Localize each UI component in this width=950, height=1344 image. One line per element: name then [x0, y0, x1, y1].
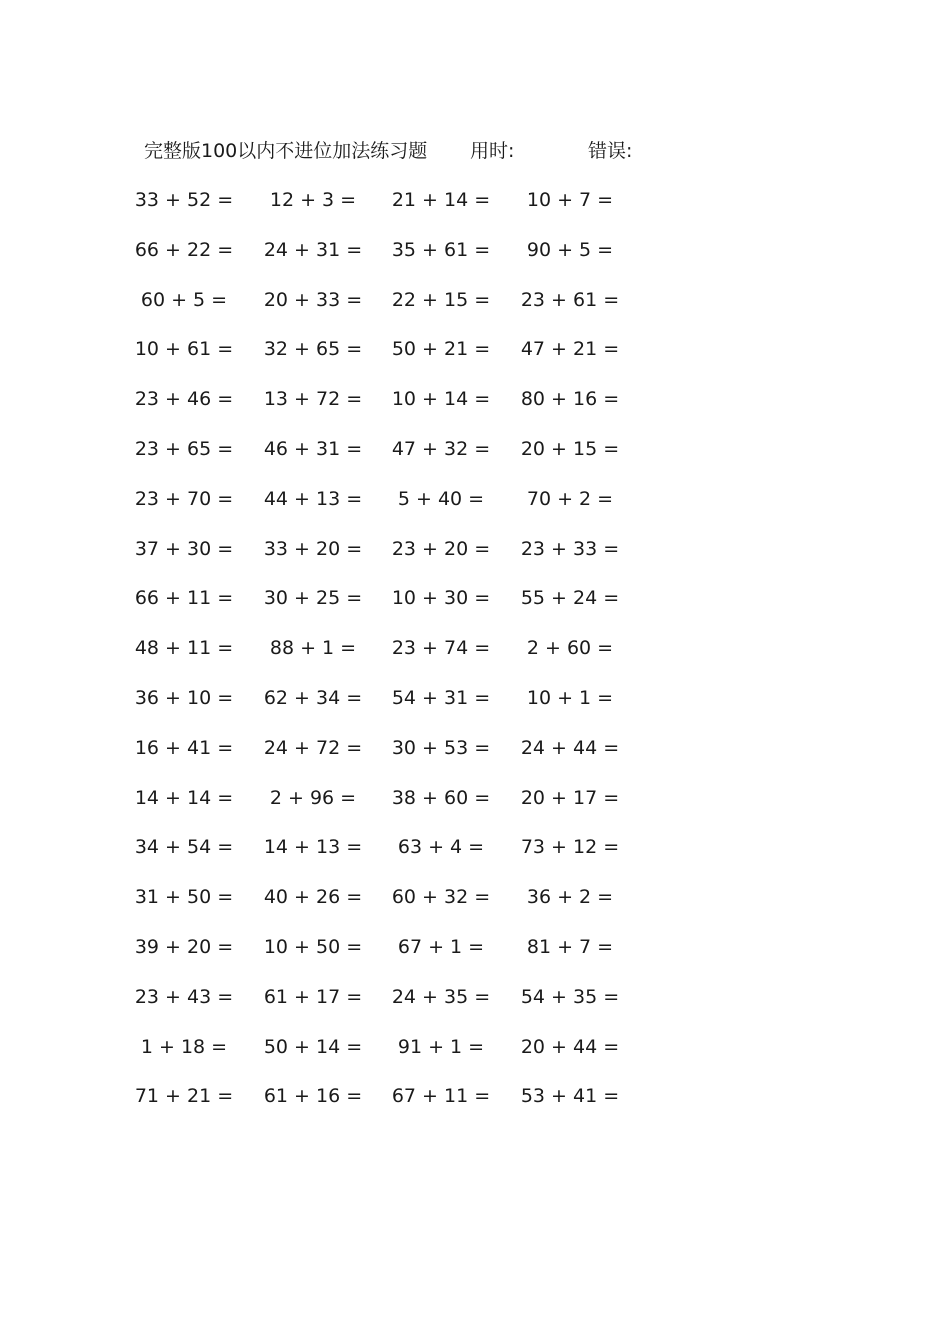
addition-problem: 23 + 61 = [520, 288, 620, 311]
addition-problem: 31 + 50 = [134, 886, 234, 909]
addition-problem: 32 + 65 = [263, 338, 363, 361]
addition-problem: 23 + 74 = [391, 637, 491, 660]
addition-problem: 60 + 32 = [391, 886, 491, 909]
addition-problem: 33 + 20 = [263, 537, 363, 560]
addition-problem: 5 + 40 = [397, 487, 485, 510]
addition-problem: 10 + 1 = [526, 686, 614, 709]
addition-problem: 23 + 20 = [391, 537, 491, 560]
addition-problem: 67 + 1 = [397, 935, 485, 958]
addition-problem: 36 + 10 = [134, 686, 234, 709]
addition-problem: 24 + 72 = [263, 736, 363, 759]
addition-problem: 14 + 14 = [134, 786, 234, 809]
addition-problem: 10 + 30 = [391, 587, 491, 610]
addition-problem: 23 + 43 = [134, 985, 234, 1008]
addition-problem: 80 + 16 = [520, 388, 620, 411]
addition-problem: 14 + 13 = [263, 836, 363, 859]
addition-problem: 54 + 35 = [520, 985, 620, 1008]
addition-problem: 2 + 60 = [526, 637, 614, 660]
addition-problem: 70 + 2 = [526, 487, 614, 510]
addition-problem: 33 + 52 = [134, 189, 234, 211]
addition-problem: 50 + 21 = [391, 338, 491, 361]
addition-problem: 36 + 2 = [526, 886, 614, 909]
addition-problem: 88 + 1 = [269, 637, 357, 660]
addition-problem: 20 + 17 = [520, 786, 620, 809]
addition-problem: 20 + 15 = [520, 437, 620, 460]
addition-problem: 48 + 11 = [134, 637, 234, 660]
addition-problem: 34 + 54 = [134, 836, 234, 859]
addition-problem: 16 + 41 = [134, 736, 234, 759]
addition-problem: 61 + 16 = [263, 1085, 363, 1108]
addition-problem: 24 + 35 = [391, 985, 491, 1008]
addition-problem: 71 + 21 = [134, 1085, 234, 1108]
worksheet-title: 完整版100以内不进位加法练习题 [144, 140, 428, 162]
addition-problem: 23 + 46 = [134, 388, 234, 411]
addition-problem: 44 + 13 = [263, 487, 363, 510]
addition-problem: 38 + 60 = [391, 786, 491, 809]
addition-problem: 81 + 7 = [526, 935, 614, 958]
addition-problem: 30 + 53 = [391, 736, 491, 759]
addition-problem: 47 + 21 = [520, 338, 620, 361]
addition-problem: 63 + 4 = [397, 836, 485, 859]
addition-problem: 47 + 32 = [391, 437, 491, 460]
addition-problem: 60 + 5 = [140, 288, 228, 311]
addition-problem: 37 + 30 = [134, 537, 234, 560]
addition-problem: 62 + 34 = [263, 686, 363, 709]
addition-problem: 24 + 31 = [263, 238, 363, 261]
addition-problem: 24 + 44 = [520, 736, 620, 759]
addition-problem: 13 + 72 = [263, 388, 363, 411]
addition-problem: 10 + 50 = [263, 935, 363, 958]
addition-problem: 91 + 1 = [397, 1035, 485, 1058]
addition-problem: 2 + 96 = [269, 786, 357, 809]
addition-problem: 50 + 14 = [263, 1035, 363, 1058]
addition-problem: 23 + 70 = [134, 487, 234, 510]
addition-problem: 20 + 44 = [520, 1035, 620, 1058]
addition-problem: 20 + 33 = [263, 288, 363, 311]
addition-problem: 54 + 31 = [391, 686, 491, 709]
addition-problem: 21 + 14 = [391, 189, 491, 211]
addition-problem: 30 + 25 = [263, 587, 363, 610]
addition-problem: 66 + 11 = [134, 587, 234, 610]
addition-problem: 23 + 33 = [520, 537, 620, 560]
addition-problem: 73 + 12 = [520, 836, 620, 859]
addition-problem: 10 + 61 = [134, 338, 234, 361]
addition-problem: 1 + 18 = [140, 1035, 228, 1058]
addition-problem: 39 + 20 = [134, 935, 234, 958]
addition-problem: 35 + 61 = [391, 238, 491, 261]
addition-problem: 53 + 41 = [520, 1085, 620, 1108]
addition-problem: 12 + 3 = [269, 189, 357, 211]
addition-problem: 10 + 7 = [526, 189, 614, 211]
addition-problem: 67 + 11 = [391, 1085, 491, 1108]
addition-problem: 10 + 14 = [391, 388, 491, 411]
addition-problem: 23 + 65 = [134, 437, 234, 460]
addition-problem: 40 + 26 = [263, 886, 363, 909]
addition-problem: 66 + 22 = [134, 238, 234, 261]
time-label: 用时: [470, 140, 515, 162]
addition-problem: 22 + 15 = [391, 288, 491, 311]
errors-label: 错误: [588, 140, 633, 162]
addition-problem: 90 + 5 = [526, 238, 614, 261]
addition-problem: 55 + 24 = [520, 587, 620, 610]
addition-problem: 46 + 31 = [263, 437, 363, 460]
addition-problem: 61 + 17 = [263, 985, 363, 1008]
